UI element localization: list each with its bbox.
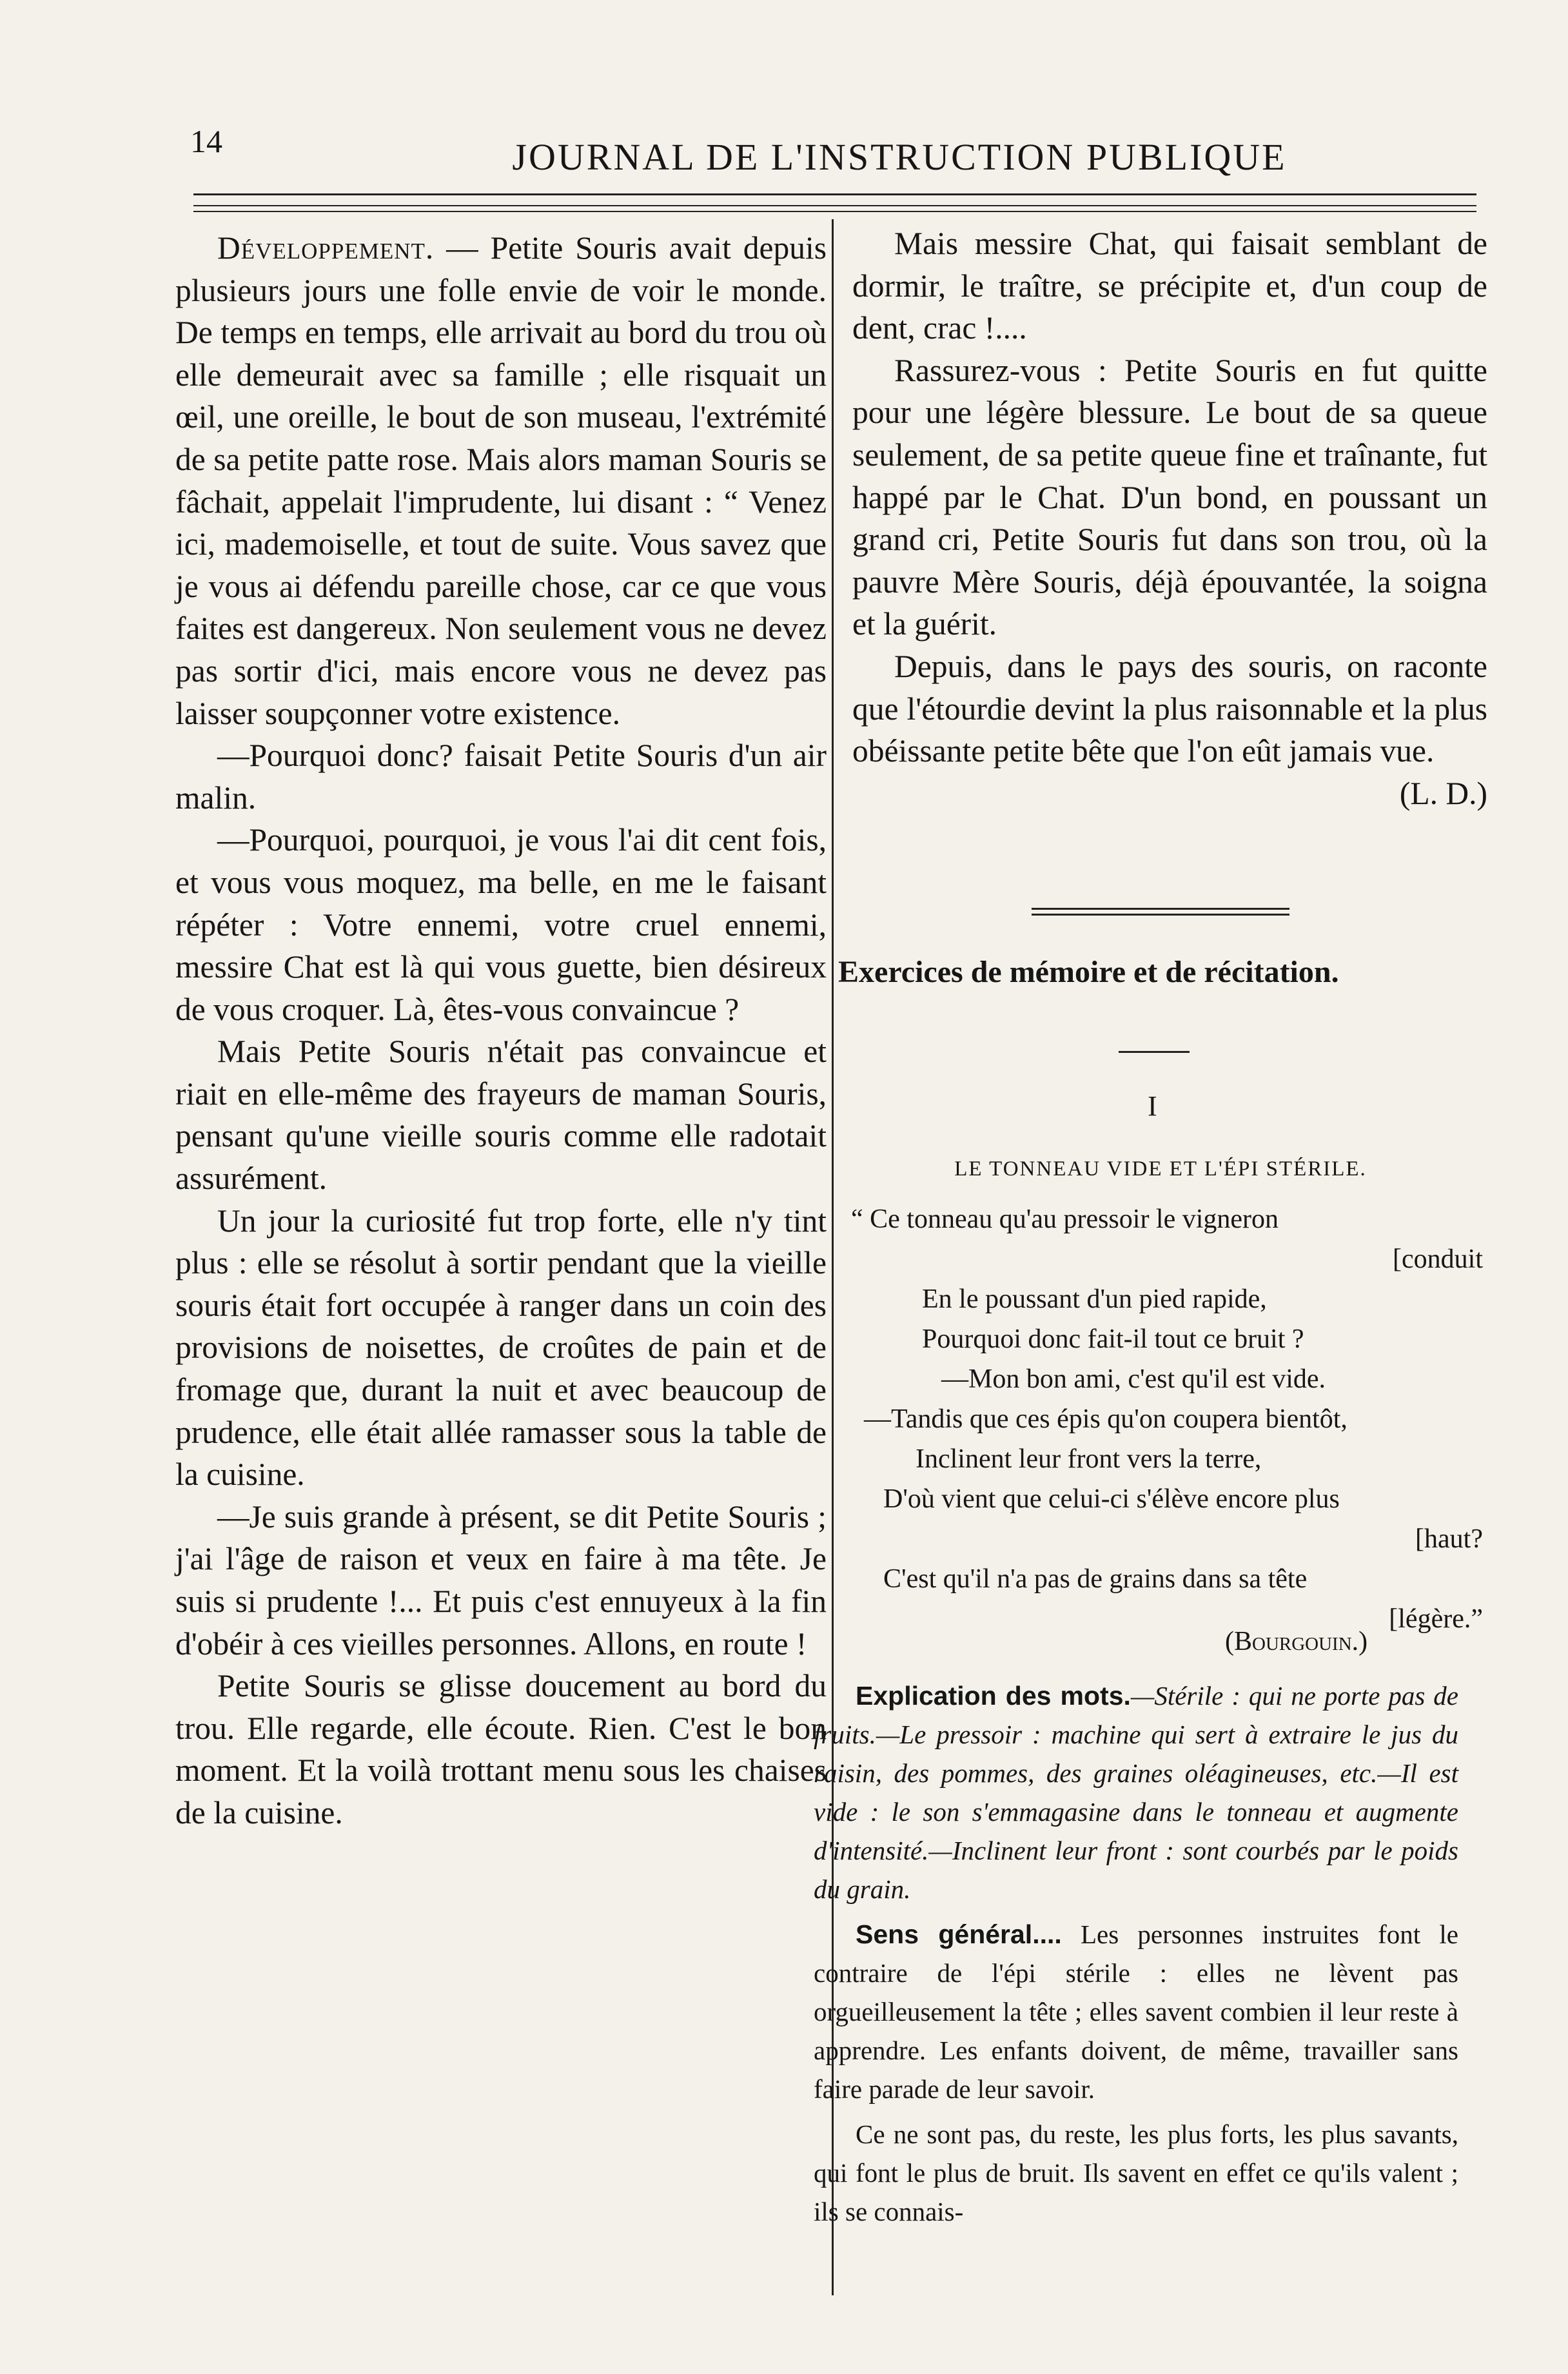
poem-line: [haut? xyxy=(1415,1524,1483,1554)
story-paragraph: Rassurez-vous : Petite Souris en fut quitte pour une légère blessure. Le bout de sa queue seulement, de sa petite queue fine et traînante, fut happé par le Chat. D'un bond, en poussant un grand cri, Petite Souris fut dans son trou, où la pauvre Mère Souris, déjà épouvantée, la soigna et la guérit. xyxy=(852,352,1487,642)
poem-author: (Bourgouin.) xyxy=(1225,1627,1368,1656)
explication-label: Explication des mots. xyxy=(856,1681,1131,1711)
right-column-story xyxy=(852,222,1487,814)
poem-line: “ Ce tonneau qu'au pressoir le vigneron xyxy=(851,1204,1279,1234)
poem-line: D'où vient que celui-ci s'élève encore plus xyxy=(883,1484,1340,1514)
signature: (L. D.) xyxy=(1399,775,1487,811)
sens-text: Les personnes instruites font le contraire de l'épi stérile : elles ne lèvent pas orgueilleusement la tête ; elles savent combien il leur reste à apprendre. Les enfants doivent, de même, travailler sans faire parade de leur savoir. xyxy=(814,1919,1458,2104)
poem-number: I xyxy=(1148,1090,1157,1122)
poem-line: Inclinent leur front vers la terre, xyxy=(916,1444,1262,1474)
sens-paragraph xyxy=(814,1915,1458,2108)
notes xyxy=(814,1676,1458,2237)
poem-line: —Tandis que ces épis qu'on coupera bientôt, xyxy=(864,1404,1348,1434)
poem-line: [conduit xyxy=(1393,1244,1483,1274)
poem-line: En le poussant d'un pied rapide, xyxy=(922,1284,1267,1314)
story-paragraph: Un jour la curiosité fut trop forte, elle n'y tint plus : elle se résolut à sortir pendant que la vieille souris était fort occupée à ranger dans un coin des provisions de noisettes, de croûtes de pain et de fromage que, durant la nuit et avec beaucoup de prudence, elle était allée ramasser sous la table de la cuisine. xyxy=(175,1202,827,1493)
story-paragraph: —Pourquoi, pourquoi, je vous l'ai dit cent fois, et vous vous moquez, ma belle, en me le faisant répéter : Votre ennemi, votre cruel ennemi, messire Chat est là qui vous guette, bien désireux de vous croquer. Là, êtes-vous convaincue ? xyxy=(175,822,827,1027)
paragraph-text: — Petite Souris avait depuis plusieurs jours une folle envie de voir le monde. De temps en temps, elle arrivait au bord du trou où elle demeurait avec sa famille ; elle risquait un œil, une oreille, le bout de son museau, l'extrémité de sa petite patte rose. Mais alors maman Souris se fâchait, appelait l'imprudente, lui disant : “ Venez ici, mademoiselle, et tout de suite. Vous savez que je vous ai défendu pareille chose, car ce que vous faites est dangereux. Non seulement vous ne devez pas sortir d'ici, mais encore vous ne devez pas laisser soupçonner votre existence. xyxy=(175,230,827,731)
explication-paragraph xyxy=(814,1676,1458,1908)
poem-line: —Mon bon ami, c'est qu'il est vide. xyxy=(941,1364,1326,1394)
paragraph-text: Depuis, dans le pays des souris, on raconte que l'étourdie devint la plus raisonnable et la plus obéissante petite bête que l'on eût jamais vue. xyxy=(852,648,1487,769)
poem xyxy=(851,1199,1483,1639)
header-double-rule xyxy=(193,205,1476,212)
poem-line: [légère.” xyxy=(1389,1604,1483,1634)
story-paragraph: Mais Petite Souris n'était pas convaincue et riait en elle-même des frayeurs de maman Souris, pensant qu'une vieille souris comme elle radotait assurément. xyxy=(175,1034,827,1197)
running-head: JOURNAL DE L'INSTRUCTION PUBLIQUE xyxy=(512,136,1287,178)
poem-line: Pourquoi donc fait-il tout ce bruit ? xyxy=(922,1324,1304,1354)
story-paragraph: —Je suis grande à présent, se dit Petite Souris ; j'ai l'âge de raison et veux en faire à ma tête. Je suis si prudente !... Et puis c'est ennuyeux à la fin d'obéir à ces vieilles personnes. Allons, en route ! xyxy=(175,1498,827,1662)
story-paragraph: Mais messire Chat, qui faisait semblant de dormir, le traître, se précipite et, d'un coup de dent, crac !.... xyxy=(852,226,1487,346)
left-column xyxy=(175,227,827,1834)
sens-label: Sens général.... xyxy=(856,1919,1062,1949)
header-rule xyxy=(193,193,1476,195)
explication-text: —Stérile : qui ne porte pas de fruits.—Le pressoir : machine qui sert à extraire le jus du raisin, des pommes, des graines oléagineuses, etc.—Il est vide : le son s'emmagasine dans le tonneau et augmente d'intensité.—Inclinent leur front : sont courbés par le poids du grain. xyxy=(814,1681,1458,1904)
story-paragraph: —Pourquoi donc? faisait Petite Souris d'un air malin. xyxy=(175,738,827,816)
last-paragraph: Ce ne sont pas, du reste, les plus forts, les plus savants, qui font le plus de bruit. Ils savent en effet ce qu'ils valent ; ils se connais- xyxy=(814,2119,1458,2226)
story-paragraph xyxy=(175,227,827,734)
story-paragraph: Petite Souris se glisse doucement au bord du trou. Elle regarde, elle écoute. Rien. C'est le bon moment. Et la voilà trottant menu sous les chaises de la cuisine. xyxy=(175,1668,827,1830)
short-rule xyxy=(1119,1051,1190,1053)
section-title: Exercices de mémoire et de récitation. xyxy=(838,955,1339,989)
section-ornament xyxy=(1032,908,1289,916)
poem-title: LE TONNEAU VIDE ET L'ÉPI STÉRILE. xyxy=(954,1157,1367,1181)
story-paragraph xyxy=(852,645,1487,811)
page-number: 14 xyxy=(190,123,222,159)
poem-line: C'est qu'il n'a pas de grains dans sa tête xyxy=(883,1564,1308,1594)
lead-label: Développement. xyxy=(217,230,435,266)
